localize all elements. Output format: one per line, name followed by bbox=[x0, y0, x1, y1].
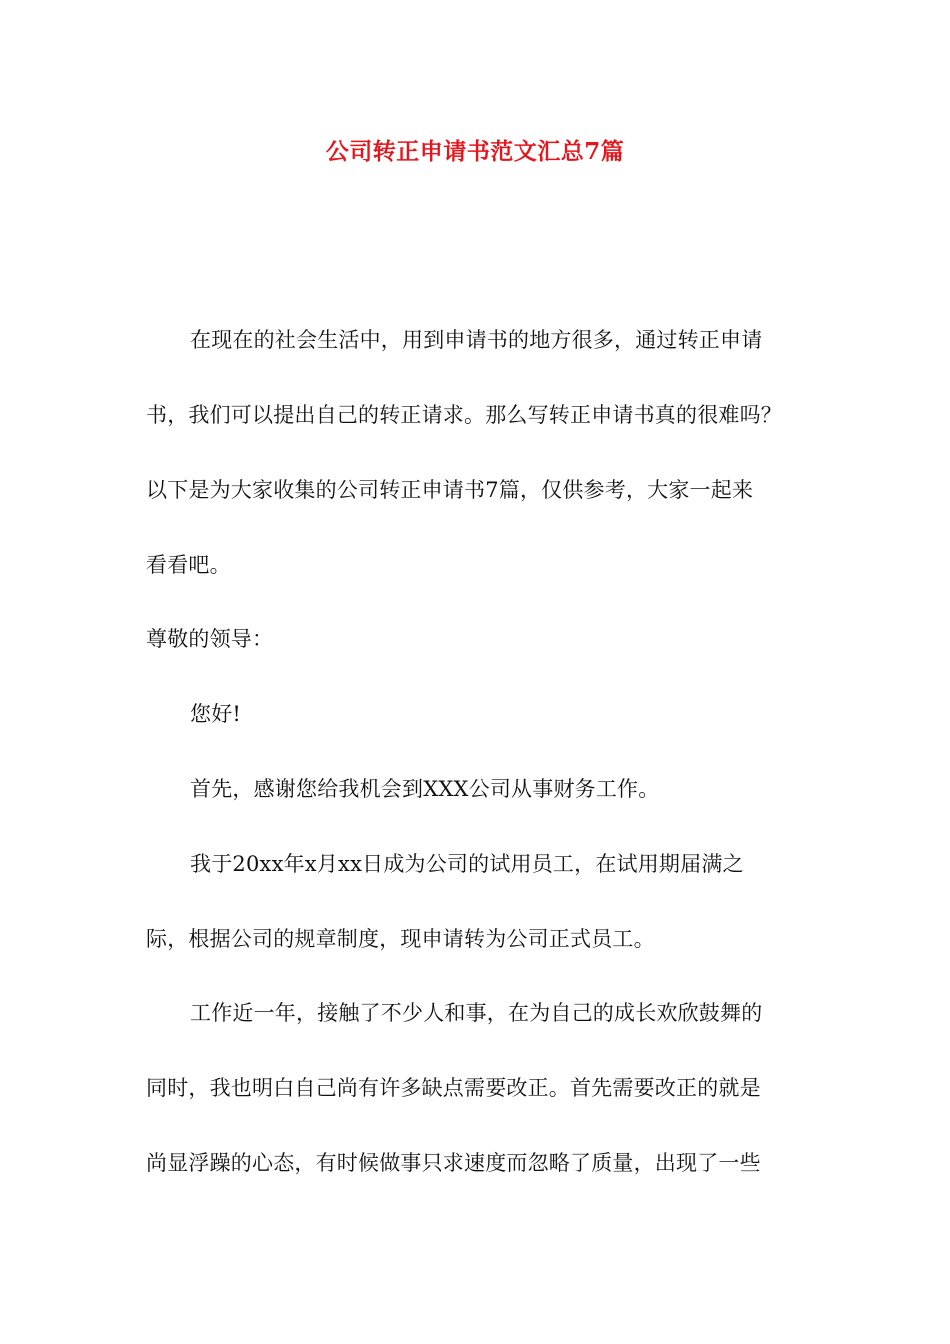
paragraph-line: 工作近一年，接触了不少人和事，在为自己的成长欢欣鼓舞的 bbox=[190, 1001, 763, 1025]
paragraph-line: 际，根据公司的规章制度，现申请转为公司正式员工。 bbox=[146, 927, 655, 951]
paragraph-line: 在现在的社会生活中，用到申请书的地方很多，通过转正申请 bbox=[190, 328, 763, 352]
paragraph-line: 同时，我也明白自己尚有许多缺点需要改正。首先需要改正的就是 bbox=[146, 1076, 761, 1100]
paragraph-line: 首先，感谢您给我机会到XXX公司从事财务工作。 bbox=[190, 777, 660, 801]
paragraph-line: 书，我们可以提出自己的转正请求。那么写转正申请书真的很难吗？ bbox=[146, 403, 782, 427]
document-title: 公司转正申请书范文汇总7篇 bbox=[325, 138, 625, 165]
paragraph-line: 以下是为大家收集的公司转正申请书7篇，仅供参考，大家一起来 bbox=[146, 478, 754, 502]
paragraph-line: 尚显浮躁的心态，有时候做事只求速度而忽略了质量，出现了一些 bbox=[146, 1151, 761, 1175]
salutation: 尊敬的领导： bbox=[146, 627, 274, 651]
paragraph-line: 看看吧。 bbox=[146, 553, 231, 577]
greeting: 您好! bbox=[190, 702, 242, 726]
paragraph-line: 我于20xx年x月xx日成为公司的试用员工，在试用期届满之 bbox=[190, 852, 744, 876]
